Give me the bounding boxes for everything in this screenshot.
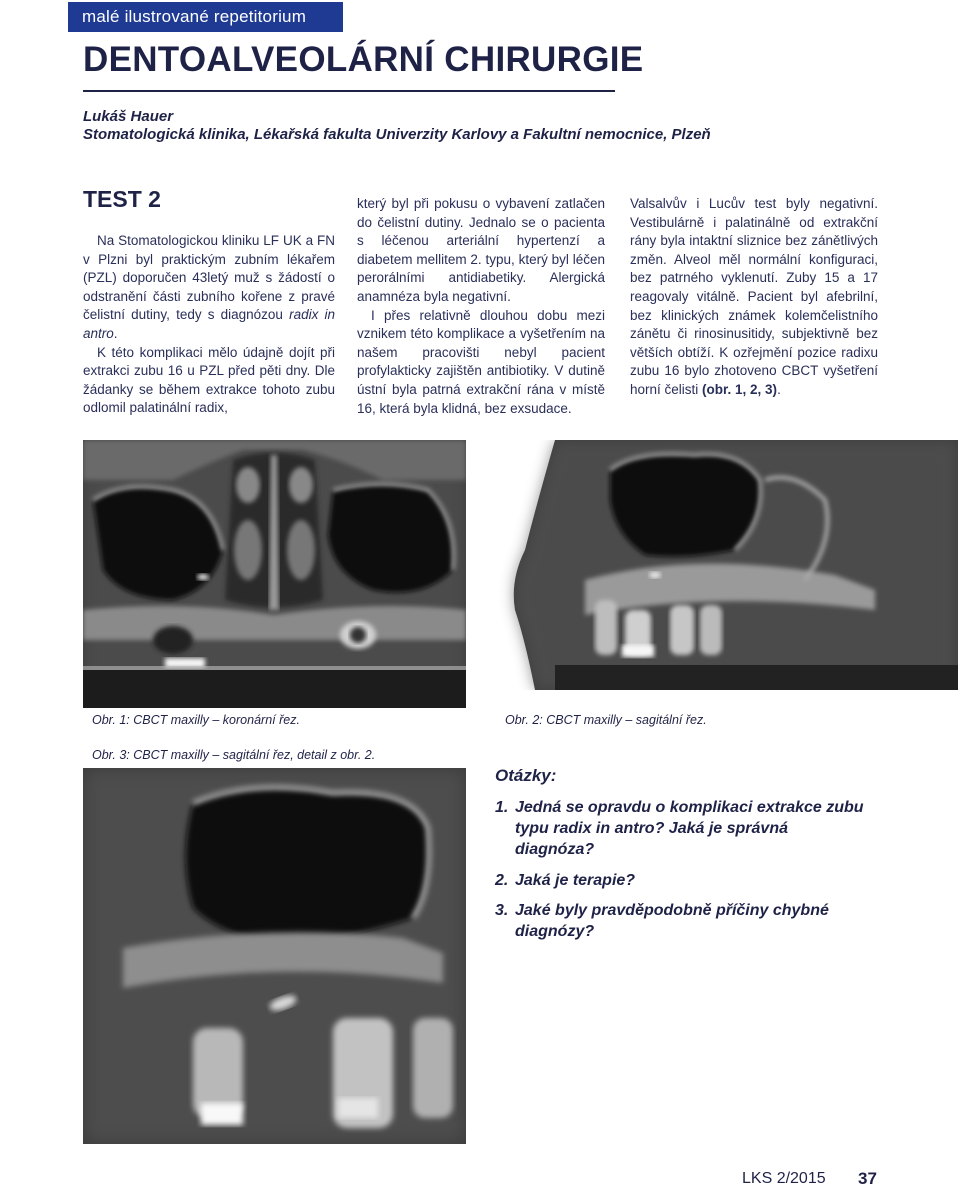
- paragraph: K této komplikaci mělo údajně dojít při extrakci zubu 16 u PZL před pěti dny. Dle žádanky se během extrakce tohoto zubu odlomil palatinální radix,: [83, 344, 335, 416]
- title-divider: [83, 90, 615, 92]
- paragraph: [630, 195, 878, 400]
- text-column-2: [357, 195, 605, 418]
- question-number: 3.: [495, 902, 509, 919]
- figure-reference: (obr. 1, 2, 3): [702, 381, 778, 397]
- figure-2-caption: Obr. 2: CBCT maxilly – sagitální řez.: [505, 713, 707, 727]
- question-number: 2.: [495, 872, 509, 889]
- paragraph-text: Na Stomatologickou kliniku LF UK a FN v Plzni byl praktickým zubním lékařem (PZL) doporučen 43letý muž s žádostí o odstranění části zubního kořene z pravé čelistní dutiny, tedy s diagnózou: [83, 233, 335, 323]
- question-text: Jaké byly pravděpodobně příčiny chybné diagnózy?: [515, 902, 829, 940]
- cbct-coronal-image: [83, 440, 466, 708]
- author-affiliation: Stomatologická klinika, Lékařská fakulta Univerzity Karlovy a Fakultní nemocnice, Plzeň: [83, 126, 711, 143]
- question-text: Jedná se opravdu o komplikaci extrakce zubu typu radix in antro? Jaká je správná diagnóza?: [515, 799, 864, 858]
- paragraph: který byl při pokusu o vybavení zatlačen do čelistní dutiny. Jednalo se o pacienta s léčenou arteriální hypertenzí a diabetem mellitem 2. typu, který byl léčen perorálními antidiabetiky. Alergická anamnéza byla negativní.: [357, 196, 605, 304]
- paragraph: I přes relativně dlouhou dobu mezi vznikem této komplikace a vyšetřením na našem pracovišti nebyl pacient profylakticky zajištěn antibiotiky. V dutině ústní byla patrná extrakční rána v místě 16, která byla klidná, bez exsudace.: [357, 307, 605, 416]
- cbct-sagittal-detail-image: [83, 768, 466, 1144]
- diagnosis-term: radix in antro: [83, 307, 335, 341]
- page-title: DENTOALVEOLÁRNÍ CHIRURGIE: [83, 40, 644, 79]
- paragraph-end: .: [777, 381, 781, 397]
- test-heading: TEST 2: [83, 186, 161, 212]
- question-text: Jaká je terapie?: [515, 872, 636, 889]
- text-column-3: [630, 195, 878, 400]
- questions-heading: Otázky:: [495, 766, 557, 785]
- paragraph: [83, 232, 335, 344]
- figure-3-caption: Obr. 3: CBCT maxilly – sagitální řez, detail z obr. 2.: [92, 748, 376, 762]
- question-item: [495, 900, 865, 942]
- paragraph-text: Valsalvův i Lucův test byly negativní. Vestibulárně i palatinálně od extrakční rány byla intaktní sliznice bez zánětlivých změn. Alveol měl normální konfiguraci, bez patrného vyklenutí. Zuby 15 a 17 reagovaly vitálně. Pacient byl afebrilní, bez klinických známek kolemčelistního zánětu či rinosinusitidy, subjektivně bez větších obtíží. K ozřejmění pozice radixu zubu 16 bylo zhotoveno CBCT vyšetření horní čelisti: [630, 196, 878, 397]
- figure-1-caption: Obr. 1: CBCT maxilly – koronární řez.: [92, 713, 300, 727]
- question-item: [495, 870, 865, 891]
- cbct-sagittal-image: [495, 440, 958, 690]
- question-item: [495, 797, 865, 860]
- text-column-1: [83, 232, 335, 418]
- question-number: 1.: [495, 799, 509, 816]
- author-name: Lukáš Hauer: [83, 108, 174, 125]
- page-number: 37: [858, 1169, 877, 1188]
- paragraph-end: .: [113, 325, 118, 341]
- series-badge: malé ilustrované repetitorium: [68, 2, 343, 32]
- journal-issue: LKS 2/2015: [742, 1170, 826, 1187]
